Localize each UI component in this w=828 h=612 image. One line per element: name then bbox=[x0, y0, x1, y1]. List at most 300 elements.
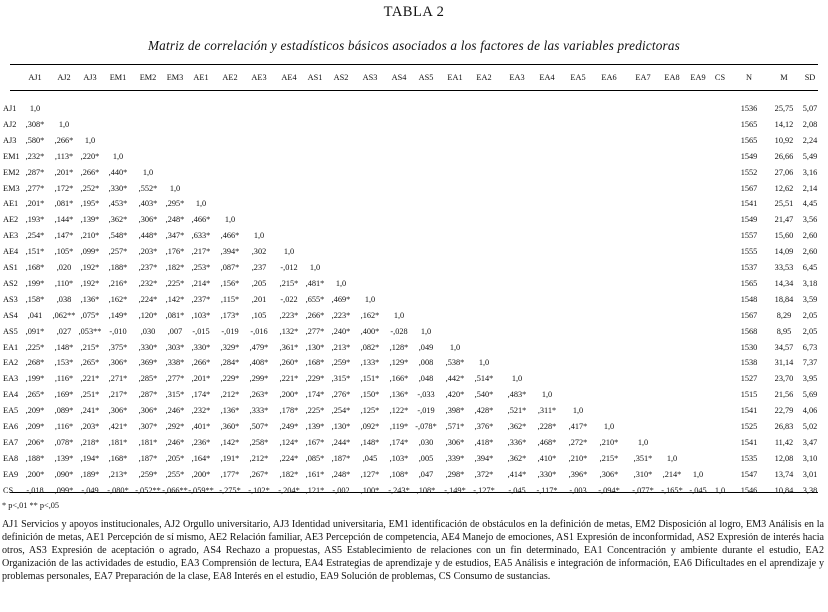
correlation-cell: ,130* bbox=[305, 342, 325, 352]
correlation-cell: ,244* bbox=[331, 437, 351, 447]
abbreviation-legend: AJ1 Servicios y apoyos institucionales, AJ2 Orgullo universitario, AJ3 Identidad universitaria, EM1 identificación de obstáculos en la definición de metas, EM2 Disposición al logro, EM3 Análisis en la definición de metas, AE1 Percepción de sí mismo, AE2 Relación familiar, AE3 Percepción de competencia, AE4 Manejo de emociones, AS1 Expresión de inconformidad, AS2 Expresión de interés hacia otros, AS3 Expresión de aceptación o agrado, AS4 Rechazo a propuestas, AS5 Establecimiento de relaciones con un fin determinado, EA1 Concentración y ambiente durante el estudio, EA2 Organización de las actividades de estudio, EA3 Comprensión de lectura, EA4 Estrategias de aprendizaje y de estudios, EA5 Análisis e integración de información, EA6 Dificultades en el aprendizaje y problemas personales, EA7 Preparación de la clase, EA8 Interés en el estudio, EA9 Solución de problemas, CS Consumo de sustancias. bbox=[2, 519, 824, 583]
correlation-cell: ,201* bbox=[191, 374, 211, 384]
correlation-cell: ,479* bbox=[249, 342, 269, 352]
correlation-cell: ,182* bbox=[279, 469, 299, 479]
correlation-cell: ,298* bbox=[445, 469, 465, 479]
correlation-cell: ,172* bbox=[54, 183, 74, 193]
correlation-cell: ,237* bbox=[138, 263, 158, 272]
correlation-cell: ,372* bbox=[474, 469, 494, 479]
correlation-cell: -,019 bbox=[221, 326, 239, 336]
correlation-cell: ,580* bbox=[25, 135, 45, 145]
n-cell: 1565 bbox=[740, 135, 758, 145]
mean-cell: 12,08 bbox=[774, 453, 794, 463]
correlation-cell: ,148* bbox=[360, 437, 380, 447]
correlation-cell: ,236* bbox=[191, 437, 211, 447]
row-label: CS bbox=[3, 485, 14, 495]
mean-cell: 21,56 bbox=[774, 390, 794, 400]
correlation-cell: -,165* bbox=[661, 485, 683, 495]
correlation-cell: ,201* bbox=[25, 199, 45, 209]
correlation-cell: ,045 bbox=[362, 453, 378, 463]
correlation-cell: ,361* bbox=[279, 342, 299, 352]
n-cell: 1565 bbox=[740, 119, 758, 129]
row-label: AE2 bbox=[3, 215, 19, 225]
correlation-cell: ,362* bbox=[507, 453, 527, 463]
correlation-cell: ,199* bbox=[25, 278, 45, 288]
correlation-cell: ,277* bbox=[305, 326, 325, 336]
correlation-cell: ,139* bbox=[80, 215, 100, 225]
column-header: AE1 bbox=[193, 73, 209, 82]
correlation-cell: ,252* bbox=[80, 183, 100, 193]
correlation-cell: ,176* bbox=[165, 247, 185, 257]
correlation-cell: ,223* bbox=[279, 310, 299, 320]
correlation-cell: ,229* bbox=[305, 374, 325, 384]
correlation-cell: ,087* bbox=[220, 263, 240, 272]
correlation-cell: ,285* bbox=[138, 374, 158, 384]
correlation-cell: ,267* bbox=[249, 469, 269, 479]
correlation-cell: ,400* bbox=[360, 326, 380, 336]
correlation-cell: ,228* bbox=[537, 422, 557, 431]
correlation-cell: ,130* bbox=[331, 422, 351, 431]
correlation-cell: ,119* bbox=[389, 422, 409, 431]
correlation-cell: ,277* bbox=[25, 183, 45, 193]
correlation-cell: ,149* bbox=[108, 310, 128, 320]
sd-cell: 7,37 bbox=[802, 358, 818, 368]
correlation-cell: ,203* bbox=[80, 422, 100, 431]
correlation-cell: ,173* bbox=[220, 310, 240, 320]
correlation-cell: 1,0 bbox=[511, 374, 523, 384]
sd-cell: 5,49 bbox=[802, 151, 818, 161]
correlation-cell: ,249* bbox=[279, 422, 299, 431]
correlation-cell: 1,0 bbox=[112, 151, 124, 161]
correlation-cell: ,468* bbox=[537, 437, 557, 447]
correlation-cell: -,077* bbox=[632, 485, 654, 495]
mean-cell: 27,06 bbox=[774, 167, 794, 177]
correlation-cell: ,047 bbox=[418, 469, 434, 479]
correlation-cell: ,347* bbox=[165, 231, 185, 241]
correlation-cell: ,225* bbox=[25, 342, 45, 352]
correlation-cell: ,062** bbox=[52, 310, 76, 320]
correlation-cell: ,633* bbox=[191, 231, 211, 241]
correlation-cell: -,016 bbox=[250, 326, 268, 336]
sd-cell: 2,05 bbox=[802, 310, 818, 320]
correlation-cell: ,108* bbox=[389, 469, 409, 479]
row-label: AS2 bbox=[3, 278, 18, 288]
correlation-cell: ,147* bbox=[54, 231, 74, 241]
correlation-cell: ,538* bbox=[445, 358, 465, 368]
correlation-cell: ,168* bbox=[305, 358, 325, 368]
column-header: M bbox=[780, 73, 788, 82]
mean-cell: 8,95 bbox=[776, 326, 792, 336]
correlation-cell: ,229* bbox=[220, 374, 240, 384]
correlation-cell: ,005 bbox=[418, 453, 434, 463]
correlation-cell: ,174* bbox=[389, 437, 409, 447]
correlation-cell: 1,0 bbox=[29, 104, 41, 113]
mean-cell: 14,34 bbox=[774, 278, 794, 288]
row-label: EA2 bbox=[3, 358, 19, 368]
correlation-cell: ,090* bbox=[54, 469, 74, 479]
correlation-cell: ,287* bbox=[25, 167, 45, 177]
correlation-cell: ,151* bbox=[360, 374, 380, 384]
correlation-cell: ,223* bbox=[331, 310, 351, 320]
correlation-cell: ,394* bbox=[474, 453, 494, 463]
correlation-cell: ,213* bbox=[108, 469, 128, 479]
correlation-cell: ,225* bbox=[165, 278, 185, 288]
table-title: TABLA 2 bbox=[383, 4, 445, 20]
correlation-cell: 1,0 bbox=[142, 167, 154, 177]
correlation-cell: ,151* bbox=[25, 247, 45, 257]
row-label: EA5 bbox=[3, 406, 19, 416]
column-header: EA3 bbox=[509, 73, 525, 82]
correlation-cell: ,266* bbox=[305, 310, 325, 320]
correlation-cell: ,408* bbox=[249, 358, 269, 368]
correlation-cell: ,038 bbox=[56, 294, 72, 304]
correlation-cell: ,571* bbox=[445, 422, 465, 431]
correlation-cell: ,161* bbox=[305, 469, 325, 479]
correlation-cell: ,122* bbox=[389, 406, 409, 416]
mean-cell: 23,70 bbox=[774, 374, 794, 384]
column-header: EM2 bbox=[139, 73, 157, 82]
sd-cell: 5,07 bbox=[802, 104, 818, 113]
correlation-cell: ,158* bbox=[25, 294, 45, 304]
mean-cell: 14,09 bbox=[774, 247, 794, 257]
mean-cell: 8,29 bbox=[776, 310, 792, 320]
correlation-cell: ,251* bbox=[80, 390, 100, 400]
sd-cell: 3,10 bbox=[802, 453, 818, 463]
correlation-cell: ,552* bbox=[138, 183, 158, 193]
correlation-cell: ,218* bbox=[80, 437, 100, 447]
mean-cell: 11,42 bbox=[774, 437, 794, 447]
correlation-cell: ,394* bbox=[220, 247, 240, 257]
correlation-cell: ,129* bbox=[389, 358, 409, 368]
correlation-cell: ,103* bbox=[389, 453, 409, 463]
correlation-cell: ,375* bbox=[108, 342, 128, 352]
n-cell: 1565 bbox=[740, 278, 758, 288]
sd-cell: 6,73 bbox=[802, 342, 818, 352]
correlation-cell: ,330* bbox=[138, 342, 158, 352]
correlation-cell: ,420* bbox=[445, 390, 465, 400]
n-cell: 1549 bbox=[740, 215, 758, 225]
correlation-cell: ,205* bbox=[165, 453, 185, 463]
correlation-cell: ,201 bbox=[251, 294, 267, 304]
row-label: EA8 bbox=[3, 453, 19, 463]
correlation-cell: ,453* bbox=[108, 199, 128, 209]
correlation-cell: 1,0 bbox=[541, 390, 553, 400]
row-label: AS3 bbox=[3, 294, 18, 304]
correlation-cell: ,360* bbox=[220, 422, 240, 431]
correlation-cell: ,224* bbox=[279, 453, 299, 463]
table-subtitle: Matriz de correlación y estadísticos básicos asociados a los factores de las variables predictoras bbox=[147, 38, 681, 53]
correlation-cell: ,369* bbox=[138, 358, 158, 368]
correlation-cell: ,105* bbox=[54, 247, 74, 257]
column-header: EA9 bbox=[690, 73, 706, 82]
correlation-cell: ,306* bbox=[108, 358, 128, 368]
mean-cell: 22,79 bbox=[774, 406, 794, 416]
correlation-cell: ,414* bbox=[507, 469, 527, 479]
correlation-cell: ,153* bbox=[54, 358, 74, 368]
correlation-cell: ,351* bbox=[633, 453, 653, 463]
correlation-cell: ,248* bbox=[165, 215, 185, 225]
n-cell: 1541 bbox=[740, 406, 758, 416]
correlation-cell: 1,0 bbox=[666, 453, 678, 463]
sd-cell: 6,45 bbox=[802, 263, 818, 272]
correlation-cell: ,201* bbox=[54, 167, 74, 177]
column-header: EA1 bbox=[447, 73, 463, 82]
correlation-cell: ,339* bbox=[445, 453, 465, 463]
mean-cell: 25,75 bbox=[774, 104, 794, 113]
correlation-cell: 1,0 bbox=[692, 469, 704, 479]
mean-cell: 25,51 bbox=[774, 199, 794, 209]
correlation-cell: ,246* bbox=[165, 437, 185, 447]
correlation-cell: ,136* bbox=[389, 390, 409, 400]
correlation-cell: ,303* bbox=[165, 342, 185, 352]
correlation-cell: ,398* bbox=[445, 406, 465, 416]
correlation-cell: -,015 bbox=[192, 326, 210, 336]
correlation-cell: -,010 bbox=[109, 326, 127, 336]
correlation-cell: -,022 bbox=[280, 294, 298, 304]
correlation-cell: ,540* bbox=[474, 390, 494, 400]
correlation-cell: ,263* bbox=[249, 390, 269, 400]
correlation-cell: ,213* bbox=[331, 342, 351, 352]
correlation-cell: ,232* bbox=[191, 406, 211, 416]
correlation-cell: ,295* bbox=[165, 199, 185, 209]
correlation-cell: ,215* bbox=[80, 342, 100, 352]
correlation-cell: ,254* bbox=[25, 231, 45, 241]
correlation-cell: ,401* bbox=[191, 422, 211, 431]
correlation-cell: ,136* bbox=[220, 406, 240, 416]
correlation-cell: -,003 bbox=[569, 485, 587, 495]
correlation-cell: ,091* bbox=[25, 326, 45, 336]
n-cell: 1530 bbox=[740, 342, 758, 352]
column-header: EA4 bbox=[539, 73, 555, 82]
n-cell: 1557 bbox=[740, 231, 758, 241]
mean-cell: 14,12 bbox=[774, 119, 794, 129]
correlation-cell: ,481* bbox=[305, 278, 325, 288]
sd-cell: 3,95 bbox=[802, 374, 818, 384]
correlation-cell: ,075* bbox=[80, 310, 100, 320]
correlation-cell: ,142* bbox=[220, 437, 240, 447]
correlation-cell: ,271* bbox=[108, 374, 128, 384]
n-cell: 1552 bbox=[740, 167, 758, 177]
correlation-cell: ,192* bbox=[80, 263, 100, 272]
correlation-cell: ,162* bbox=[108, 294, 128, 304]
correlation-cell: ,148* bbox=[54, 342, 74, 352]
column-header: EA7 bbox=[635, 73, 651, 82]
correlation-cell: ,164* bbox=[191, 453, 211, 463]
correlation-cell: 1,0 bbox=[195, 199, 207, 209]
correlation-cell: -,066** bbox=[162, 485, 188, 495]
correlation-cell: -,204* bbox=[278, 485, 300, 495]
correlation-cell: 1,0 bbox=[253, 231, 265, 241]
n-cell: 1555 bbox=[740, 247, 758, 257]
mean-cell: 33,53 bbox=[774, 263, 794, 272]
correlation-cell: ,194* bbox=[80, 453, 100, 463]
row-label: EA9 bbox=[3, 469, 19, 479]
correlation-cell: 1,0 bbox=[84, 135, 96, 145]
row-label: EA1 bbox=[3, 342, 19, 352]
correlation-cell: ,362* bbox=[507, 422, 527, 431]
correlation-cell: ,396* bbox=[568, 469, 588, 479]
mean-cell: 15,60 bbox=[774, 231, 794, 241]
correlation-cell: -,149* bbox=[444, 485, 466, 495]
column-header: AS1 bbox=[307, 73, 323, 82]
mean-cell: 26,83 bbox=[774, 422, 794, 431]
n-cell: 1515 bbox=[740, 390, 758, 400]
row-label: EA3 bbox=[3, 374, 19, 384]
correlation-cell: ,099* bbox=[54, 485, 74, 495]
correlation-cell: ,292* bbox=[165, 422, 185, 431]
n-cell: 1568 bbox=[740, 326, 758, 336]
correlation-cell: ,306* bbox=[599, 469, 619, 479]
correlation-cell: 1,0 bbox=[224, 215, 236, 225]
correlation-cell: ,008 bbox=[418, 358, 434, 368]
correlation-cell: ,108* bbox=[416, 485, 436, 495]
n-cell: 1538 bbox=[740, 358, 758, 368]
correlation-cell: ,110* bbox=[54, 278, 74, 288]
correlation-cell: 1,0 bbox=[637, 437, 649, 447]
correlation-cell: ,200* bbox=[191, 469, 211, 479]
correlation-cell: ,330* bbox=[108, 183, 128, 193]
correlation-cell: -,049 bbox=[81, 485, 99, 495]
correlation-cell: ,209* bbox=[25, 406, 45, 416]
correlation-cell: ,092* bbox=[360, 422, 380, 431]
correlation-cell: ,307* bbox=[138, 422, 158, 431]
column-header: SD bbox=[804, 73, 816, 82]
n-cell: 1527 bbox=[740, 374, 758, 384]
correlation-cell: 1,0 bbox=[335, 278, 347, 288]
n-cell: 1567 bbox=[740, 183, 758, 193]
correlation-cell: -,052** bbox=[135, 485, 161, 495]
correlation-cell: ,174* bbox=[191, 390, 211, 400]
correlation-cell: ,221* bbox=[279, 374, 299, 384]
sd-cell: 3,59 bbox=[802, 294, 818, 304]
correlation-cell: ,240* bbox=[331, 326, 351, 336]
correlation-cell: ,120* bbox=[138, 310, 158, 320]
sd-cell: 3,47 bbox=[802, 437, 818, 447]
correlation-cell: ,215* bbox=[279, 278, 299, 288]
correlation-cell: ,212* bbox=[220, 390, 240, 400]
correlation-cell: ,181* bbox=[108, 437, 128, 447]
correlation-cell: ,168* bbox=[108, 453, 128, 463]
correlation-cell: ,466* bbox=[220, 231, 240, 241]
mean-cell: 10,92 bbox=[774, 135, 794, 145]
n-cell: 1547 bbox=[740, 469, 758, 479]
correlation-cell: ,027 bbox=[56, 326, 72, 336]
correlation-cell: ,116* bbox=[54, 422, 74, 431]
correlation-cell: ,081* bbox=[165, 310, 185, 320]
sd-cell: 2,60 bbox=[802, 247, 818, 257]
correlation-cell: ,166* bbox=[389, 374, 409, 384]
correlation-cell: ,178* bbox=[279, 406, 299, 416]
row-label: AJ3 bbox=[3, 135, 17, 145]
correlation-cell: ,177* bbox=[220, 469, 240, 479]
correlation-cell: ,255* bbox=[165, 469, 185, 479]
correlation-cell: -,078* bbox=[415, 422, 437, 431]
correlation-cell: ,168* bbox=[25, 263, 45, 272]
correlation-cell: ,215* bbox=[599, 453, 619, 463]
correlation-cell: ,205 bbox=[251, 278, 267, 288]
significance-note: * p<,01 ** p<,05 bbox=[2, 501, 60, 510]
correlation-cell: 1,0 bbox=[420, 326, 432, 336]
column-header: AS3 bbox=[362, 73, 378, 82]
correlation-cell: ,132* bbox=[279, 326, 299, 336]
mean-cell: 26,66 bbox=[774, 151, 794, 161]
correlation-cell: ,030 bbox=[140, 326, 156, 336]
correlation-cell: ,189* bbox=[80, 469, 100, 479]
column-header: AE4 bbox=[281, 73, 297, 82]
column-header: N bbox=[746, 73, 752, 82]
correlation-cell: ,336* bbox=[507, 437, 527, 447]
correlation-cell: ,257* bbox=[108, 247, 128, 257]
correlation-cell: 1,0 bbox=[603, 422, 615, 431]
correlation-cell: ,007 bbox=[167, 326, 183, 336]
correlation-cell: ,272* bbox=[568, 437, 588, 447]
correlation-cell: ,216* bbox=[108, 278, 128, 288]
correlation-cell: ,221* bbox=[80, 374, 100, 384]
correlation-cell: ,115* bbox=[220, 294, 240, 304]
sd-cell: 2,08 bbox=[802, 119, 818, 129]
correlation-cell: 1,0 bbox=[393, 310, 405, 320]
correlation-cell: ,268* bbox=[25, 358, 45, 368]
column-header: EA6 bbox=[601, 73, 617, 82]
correlation-cell: ,113* bbox=[54, 151, 74, 161]
correlation-cell: ,302 bbox=[251, 247, 267, 257]
correlation-cell: ,174* bbox=[305, 390, 325, 400]
correlation-cell: ,220* bbox=[80, 151, 100, 161]
correlation-cell: -,275* bbox=[219, 485, 241, 495]
mean-cell: 21,47 bbox=[774, 215, 794, 225]
correlation-cell: 1,0 bbox=[169, 183, 181, 193]
row-label: EA6 bbox=[3, 422, 19, 431]
correlation-cell: ,217* bbox=[108, 390, 128, 400]
correlation-cell: ,315* bbox=[331, 374, 351, 384]
correlation-cell: ,139* bbox=[305, 422, 325, 431]
correlation-cell: ,258* bbox=[249, 437, 269, 447]
correlation-cell: ,203* bbox=[138, 247, 158, 257]
correlation-cell: -,019 bbox=[417, 406, 435, 416]
sd-cell: 4,06 bbox=[802, 406, 818, 416]
correlation-cell: ,284* bbox=[220, 358, 240, 368]
correlation-cell: ,277* bbox=[165, 374, 185, 384]
column-header: AJ1 bbox=[28, 73, 42, 82]
correlation-cell: ,188* bbox=[25, 453, 45, 463]
correlation-cell: ,210* bbox=[599, 437, 619, 447]
correlation-cell: ,442* bbox=[445, 374, 465, 384]
correlation-cell: ,448* bbox=[138, 231, 158, 241]
correlation-cell: ,049 bbox=[418, 342, 434, 352]
column-header: EM1 bbox=[109, 73, 127, 82]
correlation-cell: -,127* bbox=[473, 485, 495, 495]
correlation-cell: -,094* bbox=[598, 485, 620, 495]
correlation-cell: ,200* bbox=[279, 390, 299, 400]
correlation-cell: ,206* bbox=[25, 437, 45, 447]
column-header: AE3 bbox=[251, 73, 267, 82]
correlation-cell: ,330* bbox=[537, 469, 557, 479]
correlation-cell: ,085* bbox=[305, 453, 325, 463]
row-label: AS1 bbox=[3, 263, 18, 272]
correlation-cell: ,212* bbox=[249, 453, 269, 463]
mean-cell: 12,62 bbox=[774, 183, 794, 193]
correlation-cell: ,181* bbox=[138, 437, 158, 447]
correlation-cell: 1,0 bbox=[478, 358, 490, 368]
correlation-cell: ,081* bbox=[54, 199, 74, 209]
sd-cell: 3,18 bbox=[802, 278, 818, 288]
correlation-cell: ,315* bbox=[165, 390, 185, 400]
correlation-cell: ,082* bbox=[360, 342, 380, 352]
correlation-cell: ,099* bbox=[80, 247, 100, 257]
correlation-cell: ,421* bbox=[108, 422, 128, 431]
correlation-cell: ,655* bbox=[305, 294, 325, 304]
correlation-cell: ,209* bbox=[25, 422, 45, 431]
